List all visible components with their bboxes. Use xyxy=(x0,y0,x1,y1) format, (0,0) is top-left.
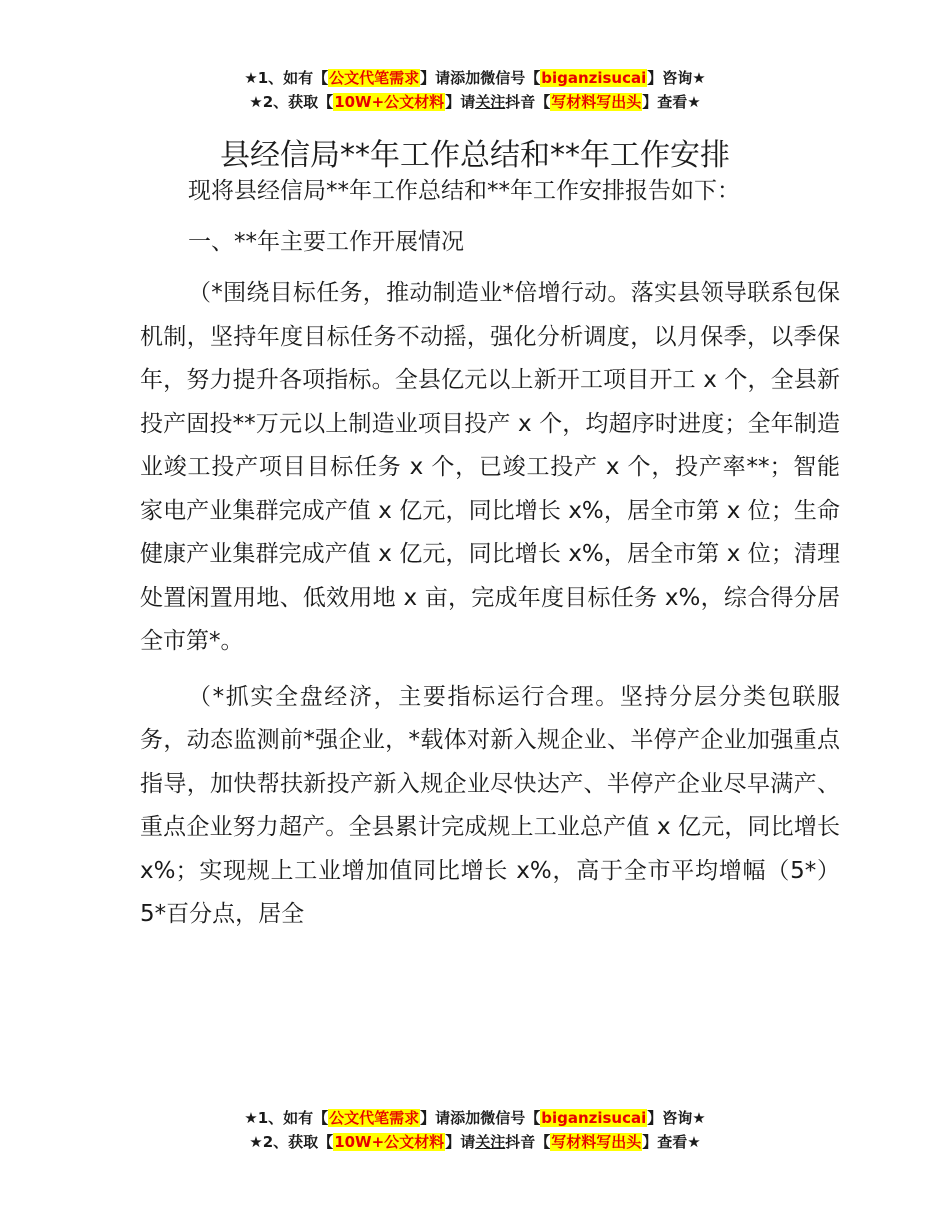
intro-paragraph: 现将县经信局**年工作总结和**年工作安排报告如下： xyxy=(188,178,740,204)
header-banner xyxy=(0,66,950,114)
body-paragraph-1: （*围绕目标任务，推动制造业*倍增行动。落实县领导联系包保机制，坚持年度目标任务不动摇，强化分析调度，以月保季，以季保年，努力提升各项指标。全县亿元以上新开工项目开工 x 个，全县新投产固投**万元以上制造业项目投产 x 个，均超序时进度；全年制造业竣工投产项目目标任务 x 个，已竣工投产 x 个，投产率**；智能家电产业集群完成产值 x 亿元，同比增长 x%，居全市第 x 位；生命健康产业集群完成产值 x 亿元，同比增长 x%，居全市第 x 位；清理处置闲置用地、低效用地 x 亩，完成年度目标任务 x%，综合得分居全市第*。 xyxy=(140,280,840,654)
footer-highlight-douyin-id: 写材料写出头 xyxy=(551,1133,642,1151)
section-heading: 一、**年主要工作开展情况 xyxy=(188,228,464,255)
highlight-service: 公文代笔需求 xyxy=(329,69,420,87)
banner-line-1: ★1、如有【公文代笔需求】请添加微信号【biganzisucai】咨询★ xyxy=(244,69,706,87)
footer-highlight-materials: 10W+公文材料 xyxy=(334,1133,445,1151)
document-title: 县经信局**年工作总结和**年工作安排 xyxy=(220,138,730,174)
footer-highlight-wechat-id: biganzisucai xyxy=(541,1109,647,1127)
highlight-douyin-id: 写材料写出头 xyxy=(551,93,642,111)
footer-banner xyxy=(0,1106,950,1154)
footer-banner-line-2: ★2、获取【10W+公文材料】请关注抖音【写材料写出头】查看★ xyxy=(249,1133,701,1151)
body-paragraph-2: （*抓实全盘经济，主要指标运行合理。坚持分层分类包联服务，动态监测前*强企业，*载体对新入规企业、半停产企业加强重点指导，加快帮扶新投产新入规企业尽快达产、半停产企业尽早满产、重点企业努力超产。全县累计完成规上工业总产值 x 亿元，同比增长 x%；实现规上工业增加值同比增长 x%，高于全市平均增幅（5*）5*百分点，居全 xyxy=(140,683,840,927)
footer-banner-line-1: ★1、如有【公文代笔需求】请添加微信号【biganzisucai】咨询★ xyxy=(244,1109,706,1127)
footer-highlight-service: 公文代笔需求 xyxy=(329,1109,420,1127)
document-body xyxy=(140,170,840,937)
highlight-materials: 10W+公文材料 xyxy=(334,93,445,111)
banner-line-2: ★2、获取【10W+公文材料】请关注抖音【写材料写出头】查看★ xyxy=(249,93,701,111)
highlight-wechat-id: biganzisucai xyxy=(541,69,647,87)
